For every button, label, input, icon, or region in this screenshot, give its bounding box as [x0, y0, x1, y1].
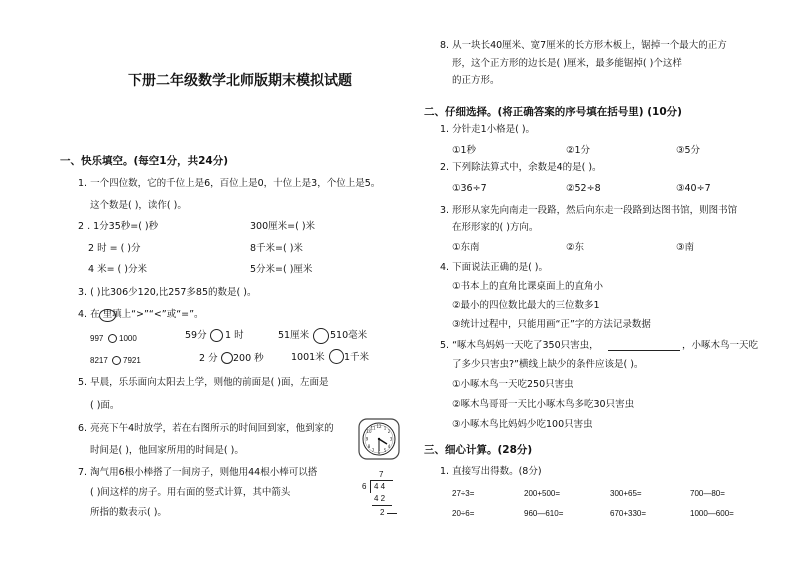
q4-item-1001m: 1001米: [291, 352, 325, 363]
svg-text:8: 8: [367, 444, 371, 449]
s2-q4-option3: ③统计过程中，只能用画“正”字的方法记录数据: [452, 319, 651, 330]
division-product: 4 2: [374, 494, 386, 503]
division-dividend: 4 4: [374, 482, 386, 491]
q8-line2: 形，这个正方形的边长是( )厘米，最多能锯掉( )个这样: [452, 58, 682, 69]
calc-item: 700—80=: [690, 489, 725, 498]
svg-text:9: 9: [365, 436, 369, 442]
svg-text:2: 2: [387, 429, 391, 434]
q4-item-200s: 200 秒: [233, 353, 264, 364]
calc-item: 200+500=: [524, 489, 561, 498]
q8-line3: 的正方形。: [452, 75, 500, 86]
s2-q2-option1: ①36÷7: [452, 183, 487, 194]
compare-circle[interactable]: [108, 334, 117, 343]
q2-row3-col2: 5分米=( )厘米: [250, 264, 313, 275]
q4-item-1hour: 1 时: [225, 330, 244, 341]
s2-q2: 2. 下列除法算式中，余数是4的是( )。: [440, 162, 602, 173]
q2-row1-col2: 300厘米=( )米: [250, 221, 316, 232]
q4-item-997: 997: [90, 334, 104, 343]
q8-line1: 8. 从一块长40厘米、宽7厘米的长方形木板上，锯掉一个最大的正方: [440, 40, 727, 51]
q4-item-1000: 1000: [119, 334, 137, 343]
compare-circle[interactable]: [221, 352, 233, 364]
q3-text: 3. ( )比306少120,比257多85的数是( )。: [78, 287, 257, 298]
s2-q1: 1. 分针走1小格是( )。: [440, 124, 536, 135]
q4-item-8217: 8217: [90, 356, 108, 365]
arrow-icon: [387, 513, 397, 514]
q2-row3-col1: 4 米= ( )分米: [88, 264, 147, 275]
section-2-heading: 二、仔细选择。(将正确答案的序号填在括号里) (10分): [424, 106, 682, 118]
q4-item-2min: 2 分: [199, 353, 218, 364]
svg-text:4: 4: [387, 444, 391, 449]
calc-item: 960—610=: [524, 509, 564, 518]
division-divisor: 6: [362, 482, 367, 491]
svg-text:11: 11: [370, 425, 376, 431]
division-line: [372, 505, 392, 506]
section-1-heading: 一、快乐填空。(每空1分，共24分): [60, 155, 229, 167]
division-remainder: 2: [380, 508, 385, 517]
q4-item-51cm: 51厘米: [278, 330, 310, 341]
calc-item: 300+65=: [610, 489, 642, 498]
svg-text:3: 3: [389, 436, 393, 442]
s2-q3-option3: ③南: [676, 242, 695, 253]
s2-q1-option1: ①1秒: [452, 145, 477, 156]
section-3-heading: 三、细心计算。(28分): [424, 444, 533, 456]
q6-line2: 时间是( )，他回家所用的时间是( )。: [90, 445, 244, 456]
calc-item: 1000—600=: [690, 509, 734, 518]
page-title: 下册二年级数学北师版期末模拟试题: [128, 73, 352, 89]
q7-line1: 7. 淘气用6根小棒搭了一间房子，则他用44根小棒可以搭: [78, 467, 318, 478]
q2-row1-col1: 2 . 1分35秒=( )秒: [78, 221, 159, 232]
q4-text: 4. 在 里填上“>”“<”或“=”。: [78, 309, 204, 320]
q5-line2: ( )面。: [90, 400, 120, 411]
svg-text:5: 5: [383, 448, 387, 453]
q1-line1: 1. 一个四位数，它的千位上是6，百位上是0，十位上是3，个位上是5。: [78, 178, 381, 189]
q4-item-7921: 7921: [123, 356, 141, 365]
s2-q1-option2: ②1分: [566, 145, 591, 156]
long-division: [360, 470, 398, 520]
compare-circle[interactable]: [329, 349, 344, 364]
s2-q2-option3: ③40÷7: [676, 183, 711, 194]
s2-q5-line1-start: 5. “啄木鸟妈妈一天吃了350只害虫，: [440, 340, 599, 351]
s2-q5-line1-end: ，小啄木鸟一天吃: [682, 340, 759, 351]
calc-item: 670+330=: [610, 509, 647, 518]
s2-q5-line2: 了多少只害虫?”横线上缺少的条件应该是( )。: [452, 359, 644, 370]
q5-line1: 5. 早晨，乐乐面向太阳去上学，则他的前面是( )面，左面是: [78, 377, 329, 388]
s2-q3-line1: 3. 形形从家先向南走一段路，然后向东走一段路到达图书馆，则图书馆: [440, 205, 738, 216]
svg-text:6: 6: [377, 450, 381, 455]
svg-text:10: 10: [366, 429, 372, 434]
s2-q3-line2: 在形形家的( )方向。: [452, 222, 539, 233]
compare-circle[interactable]: [313, 328, 329, 344]
q4-item-510mm: 510毫米: [330, 330, 368, 341]
s2-q2-option2: ②52÷8: [566, 183, 601, 194]
q7-line3: 所指的数表示( )。: [90, 507, 167, 518]
calc-item: 27÷3=: [452, 489, 475, 498]
q2-row2-col1: 2 时 = ( )分: [88, 243, 141, 254]
q7-line2: ( )间这样的房子。用右面的竖式计算，其中箭头: [90, 487, 291, 498]
s2-q4: 4. 下面说法正确的是( )。: [440, 262, 549, 273]
compare-circle[interactable]: [210, 329, 223, 342]
q4-item-1km: 1千米: [344, 352, 370, 363]
s2-q5-option3: ③小啄木鸟比妈妈少吃100只害虫: [452, 419, 593, 430]
svg-text:1: 1: [383, 425, 387, 431]
q1-line2: 这个数是( )，读作( )。: [90, 200, 187, 211]
calc-item: 20÷6=: [452, 509, 475, 518]
s2-q5-blank: [608, 350, 680, 351]
s2-q5-option2: ②啄木鸟哥哥一天比小啄木鸟多吃30只害虫: [452, 399, 635, 410]
s2-q5-option1: ①小啄木鸟一天吃250只害虫: [452, 379, 574, 390]
compare-circle: [99, 309, 116, 322]
s2-q1-option3: ③5分: [676, 145, 701, 156]
s2-q3-option1: ①东南: [452, 242, 480, 253]
s2-q4-option2: ②最小的四位数比最大的三位数多1: [452, 300, 600, 311]
q2-row2-col2: 8千米=( )米: [250, 243, 303, 254]
svg-text:12: 12: [376, 424, 382, 429]
q6-line1: 6. 亮亮下午4时放学，若在右图所示的时间回到家，他到家的: [78, 423, 334, 434]
q4-item-59min: 59分: [185, 330, 207, 341]
clock-icon: [358, 418, 400, 460]
compare-circle[interactable]: [112, 356, 121, 365]
s2-q3-option2: ②东: [566, 242, 585, 253]
s3-q1: 1. 直接写出得数。(8分): [440, 466, 542, 477]
svg-text:7: 7: [371, 448, 375, 453]
s2-q4-option1: ①书本上的直角比课桌面上的直角小: [452, 281, 604, 292]
division-quotient: 7: [379, 470, 384, 479]
